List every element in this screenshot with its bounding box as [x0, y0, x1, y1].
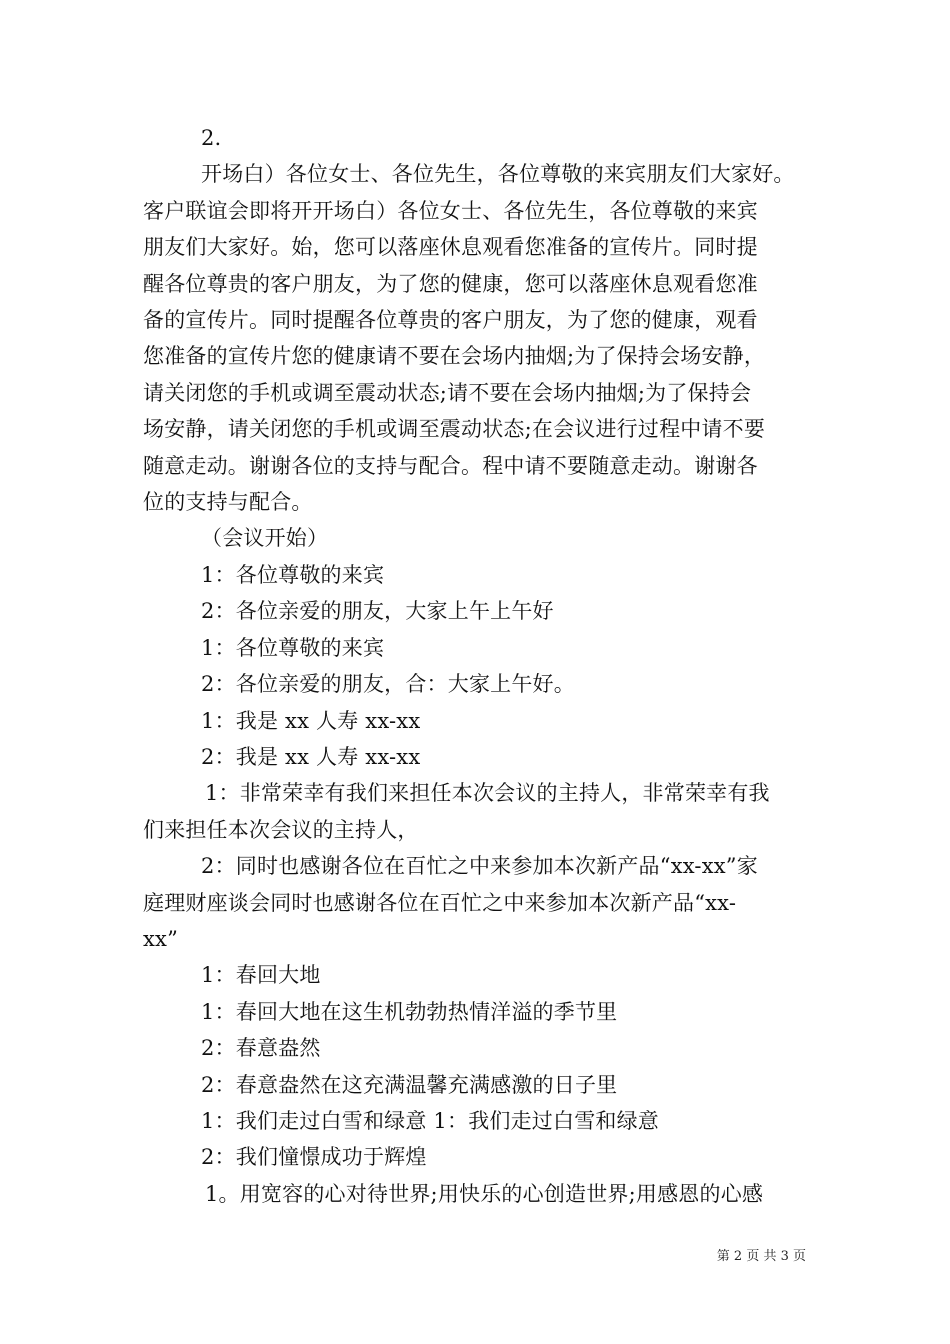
page-number: 第 2 页 共 3 页 [716, 1249, 806, 1264]
dialogue-line: 2：春意盎然在这充满温馨充满感激的日子里 [201, 1072, 618, 1097]
text-line: 醒各位尊贵的客户朋友，为了您的健康，您可以落座休息观看您准 [143, 271, 758, 296]
dialogue-line: 1：各位尊敬的来宾 [201, 562, 385, 587]
text-line: 备的宣传片。同时提醒各位尊贵的客户朋友，为了您的健康，观看 [143, 308, 758, 333]
section-heading: （会议开始） [201, 526, 329, 551]
document-body [143, 120, 808, 1212]
dialogue-line: 2：我们憧憬成功于辉煌 [201, 1145, 427, 1170]
dialogue-line: 1：我是 xx 人寿 xx-xx [201, 708, 421, 733]
text-line: 朋友们大家好。始，您可以落座休息观看您准备的宣传片。同时提 [143, 235, 758, 260]
text-line: xx” [143, 926, 179, 951]
dialogue-line: 1：春回大地在这生机勃勃热情洋溢的季节里 [201, 999, 618, 1024]
dialogue-line: 1。用宽容的心对待世界;用快乐的心创造世界;用感恩的心感 [205, 1181, 764, 1206]
text-line: 庭理财座谈会同时也感谢各位在百忙之中来参加本次新产品“xx- [143, 890, 737, 915]
dialogue-line: 2：我是 xx 人寿 xx-xx [201, 744, 421, 769]
text-line: 您准备的宣传片您的健康请不要在会场内抽烟;为了保持会场安静， [143, 344, 766, 369]
text-line: 随意走动。谢谢各位的支持与配合。程中请不要随意走动。谢谢各 [143, 453, 758, 478]
dialogue-line: 1：春回大地 [201, 963, 321, 988]
text-line: 们来担任本次会议的主持人， [143, 817, 419, 842]
text-line: 请关闭您的手机或调至震动状态;请不要在会场内抽烟;为了保持会 [143, 380, 752, 405]
text-line: 客户联谊会即将开开场白）各位女士、各位先生，各位尊敬的来宾 [143, 198, 758, 223]
dialogue-line: 2：各位亲爱的朋友，合：大家上午好。 [201, 672, 575, 697]
dialogue-line: 2：各位亲爱的朋友，大家上午上午好 [201, 599, 554, 624]
dialogue-line: 1：各位尊敬的来宾 [201, 635, 385, 660]
text-line: 开场白）各位女士、各位先生，各位尊敬的来宾朋友们大家好。 [201, 162, 795, 187]
text-line: 场安静，请关闭您的手机或调至震动状态;在会议进行过程中请不要 [143, 417, 766, 442]
dialogue-line: 1：我们走过白雪和绿意 1：我们走过白雪和绿意 [201, 1108, 659, 1133]
text-line: 位的支持与配合。 [143, 490, 313, 515]
text-line: 2. [201, 126, 222, 150]
dialogue-line: 2：同时也感谢各位在百忙之中来参加本次新产品“xx-xx”家 [201, 854, 758, 879]
dialogue-line: 1：非常荣幸有我们来担任本次会议的主持人，非常荣幸有我 [205, 781, 770, 806]
dialogue-line: 2：春意盎然 [201, 1036, 321, 1061]
